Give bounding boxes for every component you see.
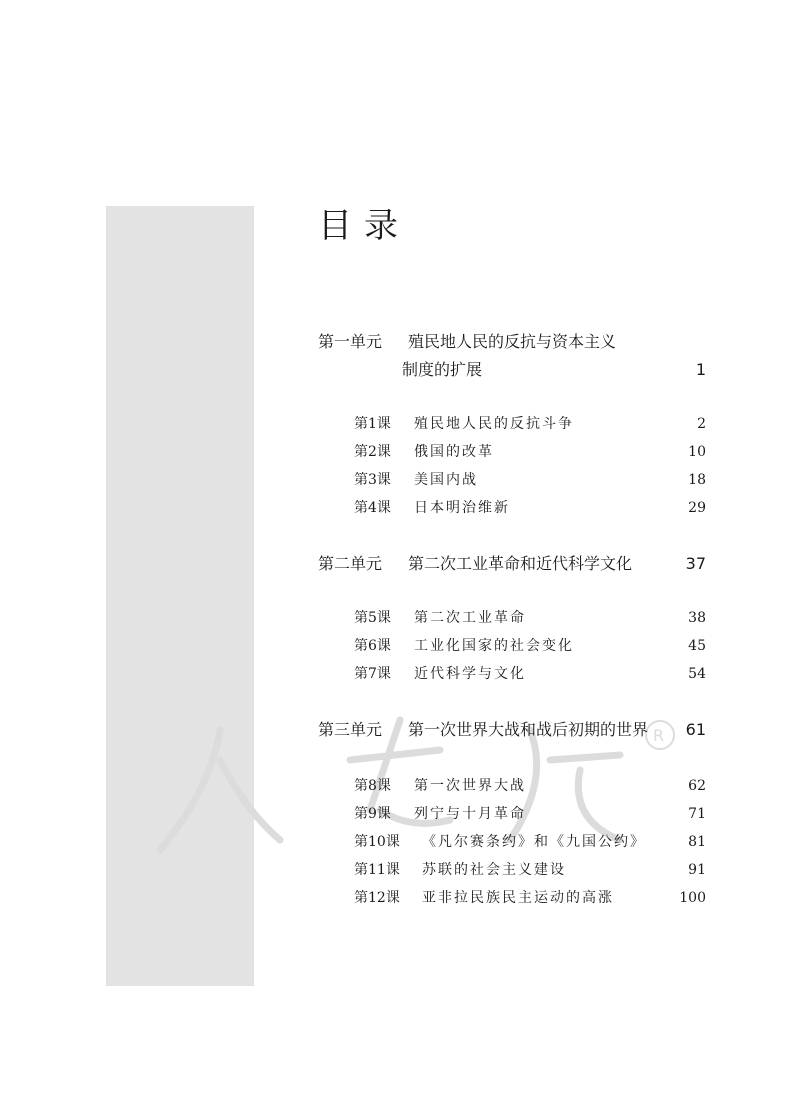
- lesson-row[interactable]: [0, 800, 800, 828]
- lesson-label: 第4课: [354, 500, 391, 516]
- lesson-title: 殖民地人民的反抗斗争: [414, 416, 574, 432]
- lesson-page-number: 54: [688, 666, 706, 682]
- lesson-row[interactable]: [0, 632, 800, 660]
- unit-title: 第二次工业革命和近代科学文化: [408, 554, 633, 573]
- unit-page-number: 37: [685, 554, 706, 573]
- lesson-title: 苏联的社会主义建设: [422, 862, 566, 878]
- lesson-title: 日本明治维新: [414, 500, 510, 516]
- lesson-label: 第11课: [354, 862, 400, 878]
- unit-page-number: 61: [685, 720, 706, 739]
- unit-row[interactable]: [0, 716, 800, 744]
- unit-title: 第一次世界大战和战后初期的世界: [408, 720, 649, 739]
- lesson-page-number: 29: [688, 500, 706, 516]
- lesson-row[interactable]: [0, 466, 800, 494]
- unit-label: 第二单元: [318, 554, 383, 573]
- lesson-row[interactable]: [0, 438, 800, 466]
- unit-row-continued[interactable]: [0, 356, 800, 384]
- lesson-row[interactable]: [0, 828, 800, 856]
- page-title: 目录: [318, 206, 410, 246]
- lesson-row[interactable]: [0, 660, 800, 688]
- lesson-title: 近代科学与文化: [414, 666, 526, 682]
- lesson-label: 第6课: [354, 638, 391, 654]
- lesson-page-number: 91: [688, 862, 706, 878]
- lesson-row[interactable]: [0, 604, 800, 632]
- lesson-row[interactable]: [0, 410, 800, 438]
- unit-title: 殖民地人民的反抗与资本主义: [408, 332, 617, 351]
- lesson-page-number: 18: [688, 472, 706, 488]
- unit-row[interactable]: [0, 328, 800, 356]
- lesson-title: 第一次世界大战: [414, 778, 526, 794]
- lesson-page-number: 38: [688, 610, 706, 626]
- lesson-page-number: 62: [688, 778, 706, 794]
- lesson-label: 第2课: [354, 444, 391, 460]
- lesson-title: 俄国的改革: [414, 444, 494, 460]
- lesson-label: 第8课: [354, 778, 391, 794]
- lesson-title: 美国内战: [414, 472, 478, 488]
- lesson-label: 第9课: [354, 806, 391, 822]
- lesson-title: 列宁与十月革命: [414, 806, 526, 822]
- unit-title-continued: 制度的扩展: [402, 360, 483, 379]
- unit-page-number: 1: [695, 360, 706, 379]
- lesson-row[interactable]: [0, 856, 800, 884]
- lesson-title: 第二次工业革命: [414, 610, 526, 626]
- unit-label: 第一单元: [318, 332, 383, 351]
- lesson-title: 亚非拉民族民主运动的高涨: [422, 890, 614, 906]
- unit-label: 第三单元: [318, 720, 383, 739]
- lesson-page-number: 71: [688, 806, 706, 822]
- unit-row[interactable]: [0, 550, 800, 578]
- lesson-row[interactable]: [0, 884, 800, 912]
- lesson-page-number: 81: [688, 834, 706, 850]
- lesson-label: 第10课: [354, 834, 400, 850]
- lesson-title: 《凡尔赛条约》和《九国公约》: [422, 834, 646, 850]
- lesson-label: 第5课: [354, 610, 391, 626]
- lesson-label: 第12课: [354, 890, 400, 906]
- lesson-page-number: 100: [679, 890, 706, 906]
- lesson-page-number: 45: [688, 638, 706, 654]
- lesson-page-number: 2: [697, 416, 706, 432]
- lesson-title: 工业化国家的社会变化: [414, 638, 574, 654]
- lesson-label: 第7课: [354, 666, 391, 682]
- lesson-label: 第1课: [354, 416, 391, 432]
- svg-text:R: R: [653, 726, 665, 745]
- lesson-label: 第3课: [354, 472, 391, 488]
- lesson-row[interactable]: [0, 772, 800, 800]
- lesson-page-number: 10: [688, 444, 706, 460]
- lesson-row[interactable]: [0, 494, 800, 522]
